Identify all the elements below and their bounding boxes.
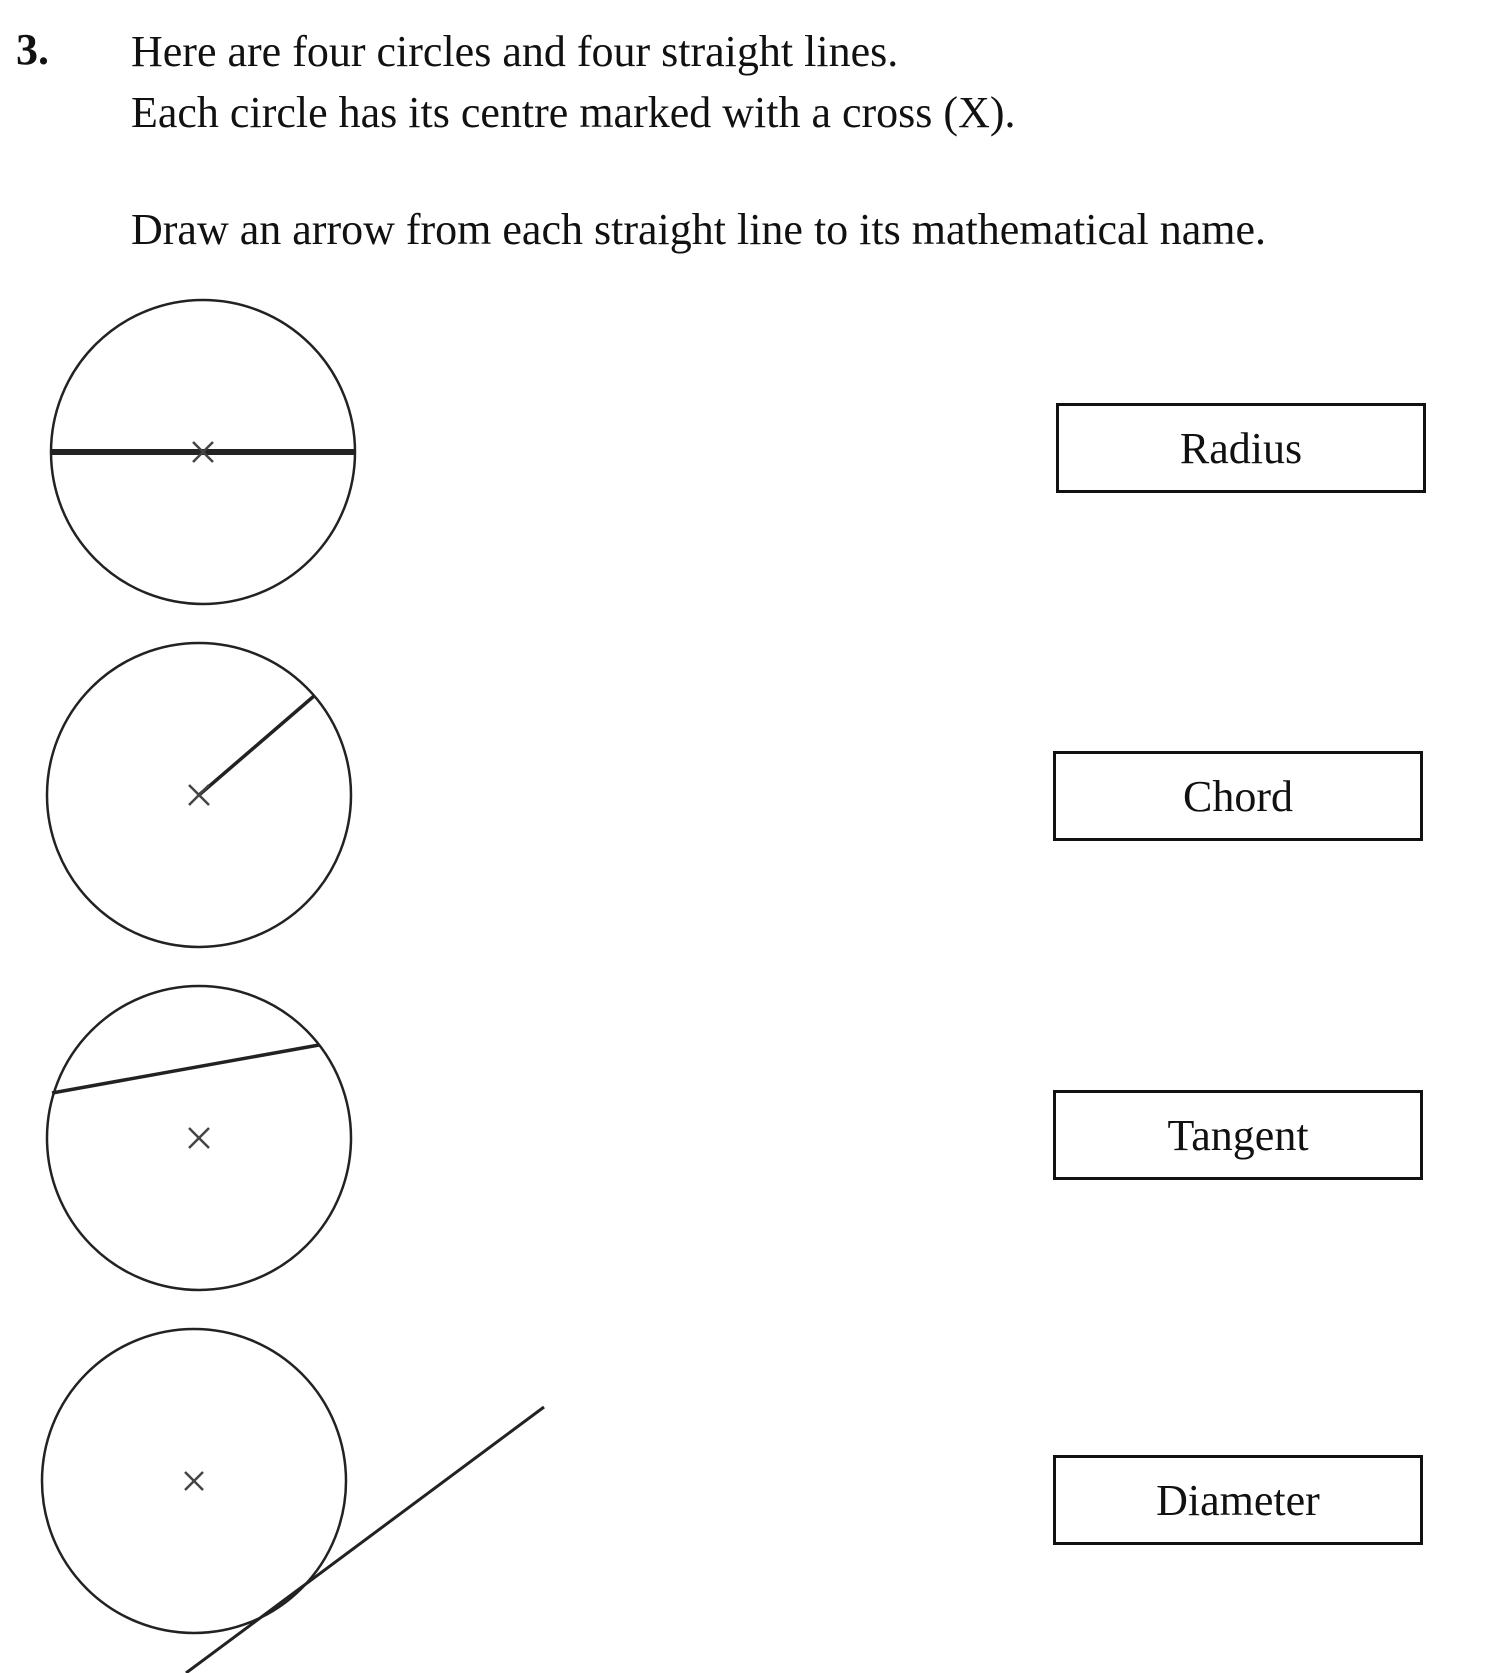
circle-chord bbox=[47, 986, 351, 1290]
question-instruction: Draw an arrow from each straight line to its mathematical name. bbox=[131, 205, 1267, 254]
name-box-tangent[interactable]: Tangent bbox=[1053, 1090, 1423, 1180]
circle-tangent bbox=[42, 1329, 544, 1673]
name-box-radius[interactable]: Radius bbox=[1056, 403, 1426, 493]
circle-diameter bbox=[51, 300, 355, 604]
centre-cross-icon bbox=[185, 1472, 203, 1490]
name-box-diameter[interactable]: Diameter bbox=[1053, 1455, 1423, 1545]
circle-radius bbox=[47, 643, 351, 947]
centre-cross-icon bbox=[189, 785, 209, 805]
radius-line[interactable] bbox=[199, 696, 314, 795]
question-number: 3. bbox=[16, 25, 49, 74]
question-text-line-2: Each circle has its centre marked with a cross (X). bbox=[131, 88, 1016, 137]
tangent-line[interactable] bbox=[186, 1407, 544, 1673]
name-box-chord[interactable]: Chord bbox=[1053, 751, 1423, 841]
centre-cross-icon bbox=[189, 1128, 209, 1148]
chord-line[interactable] bbox=[52, 1045, 319, 1093]
question-text-line-1: Here are four circles and four straight lines. bbox=[131, 27, 899, 76]
